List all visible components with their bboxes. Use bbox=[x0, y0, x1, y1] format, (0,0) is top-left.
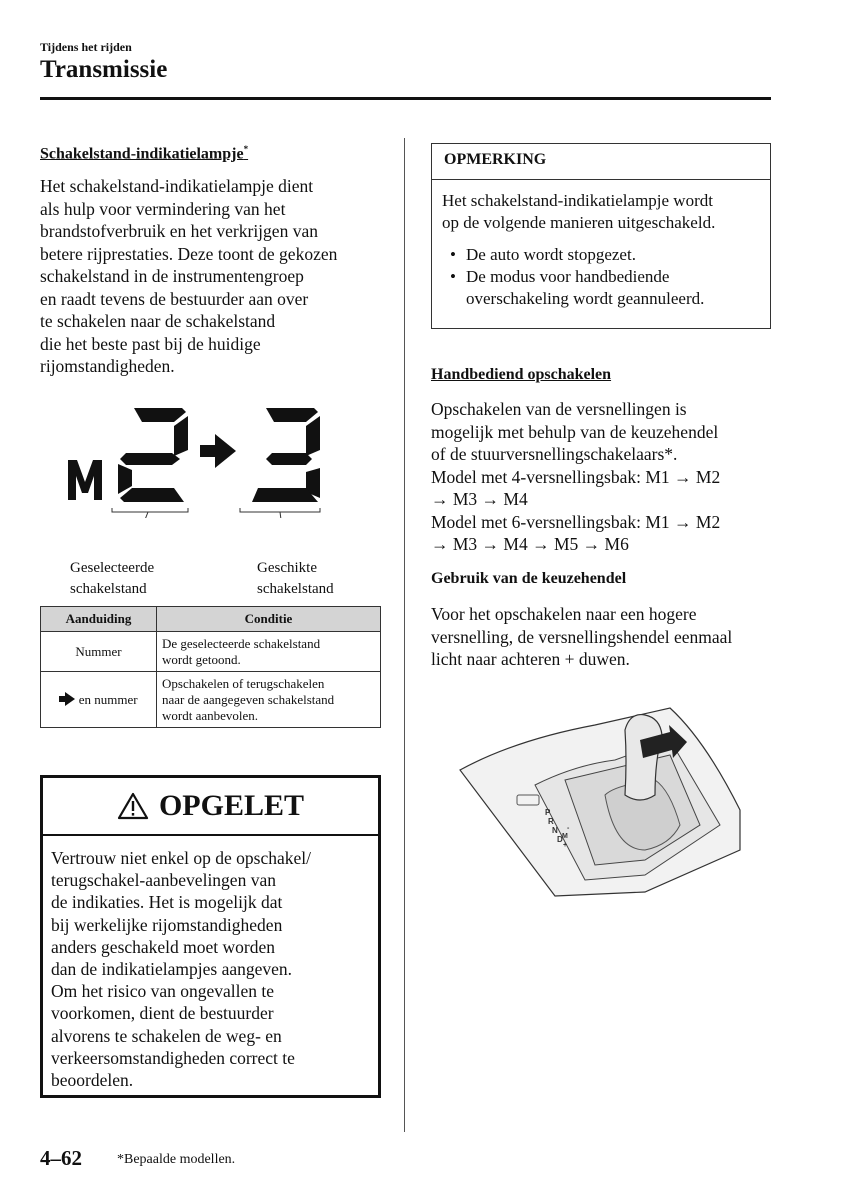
caution-box bbox=[40, 775, 381, 1098]
section-heading-manual-upshift: Handbediend opschakelen bbox=[431, 366, 612, 383]
page-title: Transmissie bbox=[40, 56, 168, 83]
note-text: Het schakelstand-indikatielampje wordt op de volgende manieren uitgeschakeld. bbox=[442, 191, 716, 232]
table-cell-condition: De geselecteerde schakelstand wordt getoond. bbox=[157, 632, 381, 672]
warning-triangle-icon bbox=[117, 792, 149, 820]
section-heading-indicator bbox=[40, 144, 248, 163]
gear-label-d: D bbox=[557, 835, 563, 844]
indication-label: en nummer bbox=[78, 691, 138, 707]
gear-label-p: P bbox=[545, 808, 551, 817]
gear-label-n: N bbox=[552, 826, 558, 835]
label-suggested-gear: Geschikte schakelstand bbox=[257, 560, 334, 597]
condition-table bbox=[40, 606, 381, 728]
column-header: Conditie bbox=[157, 607, 381, 632]
selected-gear-digit-2 bbox=[118, 408, 188, 502]
table-row bbox=[41, 672, 381, 728]
note-box bbox=[431, 143, 771, 329]
arrow-right-icon bbox=[59, 692, 75, 706]
column-divider bbox=[404, 138, 405, 1132]
subheading-selector-lever: Gebruik van de keuzehendel bbox=[431, 570, 627, 587]
title-rule bbox=[40, 97, 771, 100]
note-title: OPMERKING bbox=[432, 144, 770, 180]
note-bullet-list bbox=[432, 244, 770, 310]
table-cell-condition: Opschakelen of terugschakelen naar de aangegeven schakelstand wordt aanbevolen. bbox=[157, 672, 381, 728]
gear-label-minus: - bbox=[567, 825, 570, 832]
indicator-description: Het schakelstand-indikatielampje dient als hulp voor vermindering van het brandstofverbruik en het verkrijgen van betere rijprestaties. Deze toont de gekozen schakelstand in de instrumentengroep en raadt tevens de bestuurder aan over te schakelen naar de schakelstand die het beste past bij de huidige rijomstandigheden. bbox=[40, 176, 338, 376]
list-item: • De auto wordt stopgezet. bbox=[450, 245, 636, 264]
label-selected-gear: Geselecteerde schakelstand bbox=[70, 560, 155, 597]
gear-label-plus: + bbox=[563, 842, 568, 849]
gear-label-m: M bbox=[562, 833, 568, 840]
page-number: 4–62 bbox=[40, 1146, 82, 1170]
section-label: Tijdens het rijden bbox=[40, 40, 132, 54]
caution-header bbox=[43, 778, 378, 836]
column-header: Aanduiding bbox=[41, 607, 157, 632]
manual-upshift-text: Opschakelen van de versnellingen is mogelijk met behulp van de keuzehendel of de stuurversnellingschakelaars*. Model met 4-versnellingsbak: M1 → M2 → M3 → M4 Model met 6-versnellingsbak: M1 → M2 → M3 → M4 → M5 → M6 bbox=[431, 399, 721, 554]
footnote: *Bepaalde modellen. bbox=[117, 1152, 236, 1167]
table-header-row bbox=[41, 607, 381, 632]
table-cell-indication bbox=[41, 672, 157, 728]
arrow-right-icon bbox=[200, 434, 236, 468]
mode-letter-m bbox=[68, 460, 102, 500]
caution-title: OPGELET bbox=[158, 789, 305, 822]
suggested-gear-digit-3 bbox=[252, 408, 320, 502]
caution-text: Vertrouw niet enkel op de opschakel/ terugschakel-aanbevelingen van de indikaties. Het is mogelijk dat bij werkelijke rijomstandigheden anders geschakeld moet worden dan de indikatielampjes aangeven. Om het risico van ongevallen te voorkomen, dient de bestuurder alvorens te schakelen de weg- en verkeersomstandigheden correct te beoordelen. bbox=[51, 848, 311, 1091]
list-item-text: De modus voor handbediende overschakeling wordt geannuleerd. bbox=[466, 267, 705, 308]
list-item: • De modus voor handbediende overschakeling wordt geannuleerd. bbox=[450, 267, 705, 308]
table-cell-indication: Nummer bbox=[41, 632, 157, 672]
gear-label-r: R bbox=[548, 817, 554, 826]
heading-text: Schakelstand-indikatielampje bbox=[40, 145, 244, 163]
footnote-mark: * bbox=[243, 144, 249, 154]
table-row bbox=[41, 632, 381, 672]
selector-lever-text: Voor het opschakelen naar een hogere versnelling, de versnellingshendel eenmaal licht naar achteren + duwen. bbox=[431, 604, 733, 669]
shift-lever-illustration bbox=[455, 700, 755, 900]
gear-position-display bbox=[60, 398, 340, 518]
list-item-text: De auto wordt stopgezet. bbox=[466, 245, 636, 264]
